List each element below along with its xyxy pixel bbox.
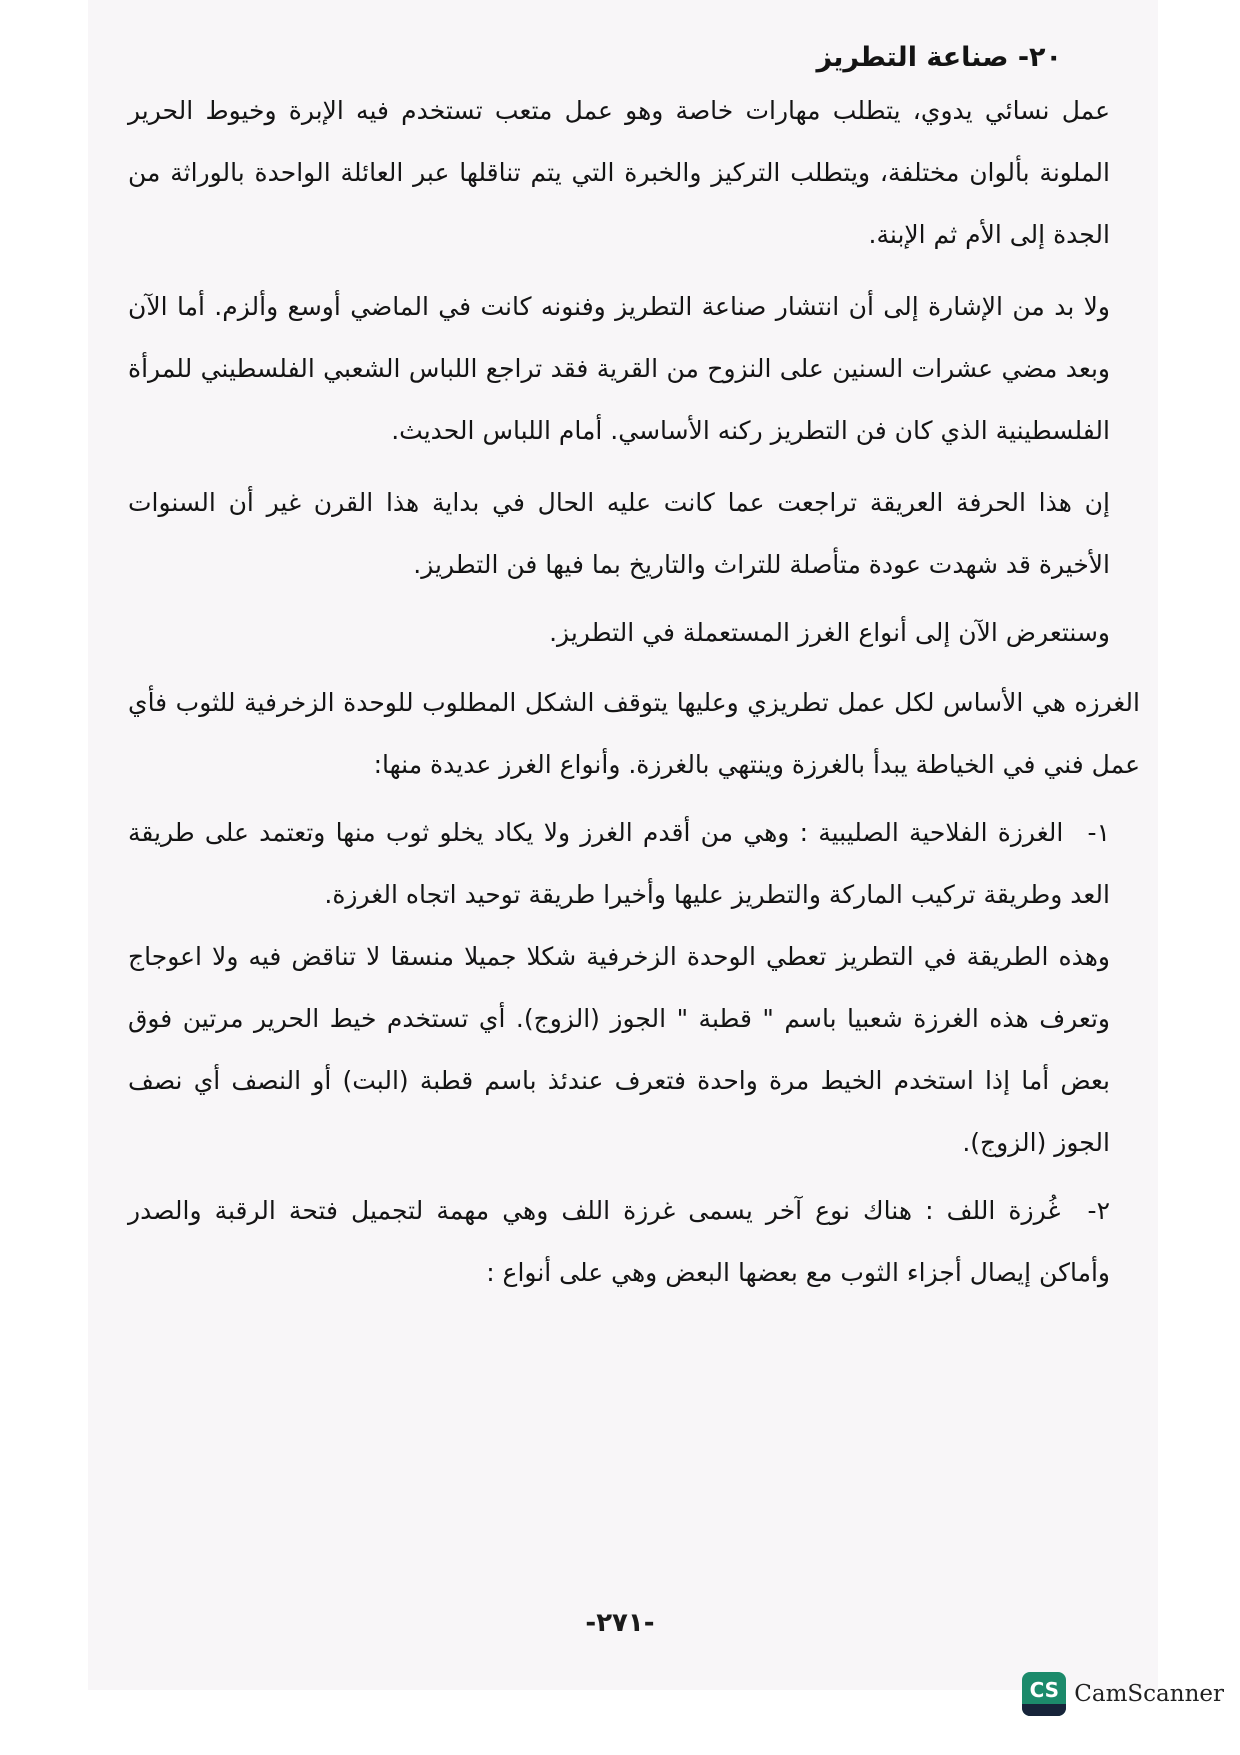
list-item-cross-stitch <box>128 802 1110 926</box>
paragraph-decline: ولا بد من الإشارة إلى أن انتشار صناعة التطريز وفنونه كانت في الماضي أوسع وألزم. أما الآن وبعد مضي عشرات السنين على النزوح من القرية فقد تراجع اللباس الشعبي الفلسطيني للمرأة الفلسطينية الذي كان فن التطريز ركنه الأساسي. أمام اللباس الحديث. <box>128 292 1110 445</box>
list-item-text: هناك نوع آخر يسمى غرزة اللف وهي مهمة لتجميل فتحة الرقبة والصدر وأماكن إيصال أجزاء الثوب مع بعضها البعض وهي على أنواع : <box>128 1196 1110 1287</box>
camscanner-name: CamScanner <box>1074 1681 1224 1707</box>
paragraph-intro: عمل نسائي يدوي، يتطلب مهارات خاصة وهو عمل متعب تستخدم فيه الإبرة وخيوط الحرير الملونة بألوان مختلفة، ويتطلب التركيز والخبرة التي يتم تناقلها عبر العائلة الواحدة بالوراثة من الجدة إلى الأم ثم الإبنة. <box>128 96 1110 249</box>
paragraph-revival: إن هذا الحرفة العريقة تراجعت عما كانت عليه الحال في بداية هذا القرن غير أن السنوات الأخيرة قد شهدت عودة متأصلة للتراث والتاريخ بما فيها فن التطريز. <box>128 488 1110 579</box>
list-item-text: وهي من أقدم الغرز ولا يكاد يخلو ثوب منها وتعتمد على طريقة العد وطريقة تركيب الماركة والتطريز عليها وأخيرا طريقة توحيد اتجاه الغرزة. <box>128 818 1110 909</box>
camscanner-watermark <box>1022 1672 1224 1716</box>
document-body <box>100 18 1140 1578</box>
section-heading: ٢٠- صناعة التطريز <box>816 42 1062 73</box>
list-item-number: ١- <box>1087 818 1111 847</box>
paragraph-stitch-intro: الغرزه هي الأساس لكل عمل تطريزي وعليها يتوقف الشكل المطلوب للوحدة الزخرفية للثوب فأي عمل فني في الخياطة يبدأ بالغرزة وينتهي بالغرزة. وأنواع الغرز عديدة منها: <box>128 688 1140 779</box>
paragraph-survey: وسنتعرض الآن إلى أنواع الغرز المستعملة في التطريز. <box>549 618 1110 647</box>
list-item-number: ٢- <box>1087 1196 1111 1225</box>
list-item-cross-stitch-continuation: وهذه الطريقة في التطريز تعطي الوحدة الزخرفية شكلا جميلا منسقا لا تناقض فيه ولا اعوجاج وتعرف هذه الغرزة شعبيا باسم " قطبة " الجوز (الزوج). أي تستخدم خيط الحرير مرتين فوق بعض أما إذا استخدم الخيط مرة واحدة فتعرف عندئذ باسم قطبة (البت) أو النصف أي نصف الجوز (الزوج). <box>128 942 1110 1157</box>
camscanner-logo-icon <box>1022 1672 1066 1716</box>
list-item-title: الغرزة الفلاحية الصليبية : <box>799 818 1064 847</box>
list-item-title: غُرزة اللف : <box>925 1196 1061 1225</box>
list-item-wrap-stitch <box>128 1180 1110 1304</box>
page-number: -٢٧١- <box>585 1608 655 1638</box>
camscanner-logo-text: CS <box>1029 1678 1060 1702</box>
